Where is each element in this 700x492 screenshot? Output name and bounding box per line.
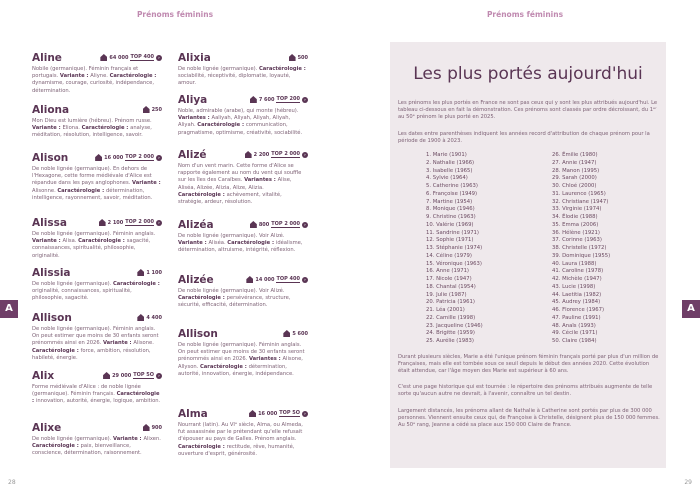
entry-top-badge: TOP 2 000 <box>271 221 300 227</box>
entry-rank-value: 64 000 <box>109 54 129 61</box>
ranking-item: 33. Virginie (1974) <box>552 206 602 213</box>
ranking-list-2 <box>552 152 610 346</box>
name-entry <box>178 274 308 310</box>
name-entry <box>178 408 308 458</box>
entry-name: Alixe <box>32 422 62 434</box>
entry-rank <box>137 314 162 321</box>
house-icon <box>100 54 107 61</box>
ranking-item: 6. Françoise (1949) <box>426 190 478 197</box>
ranking-item: 15. Véronique (1963) <box>426 260 482 267</box>
arrow-icon: › <box>156 155 162 161</box>
name-entry <box>32 217 162 260</box>
name-entry <box>178 94 308 137</box>
ranking-item: 35. Emma (2006) <box>552 221 599 228</box>
entry-description: De noble lignée (germanique). En dehors de l'Hexagone, cette forme médiévale d'Alice est répandue dans les pays anglophones. Variante : Alisonne. Caractérologie : détermination, intelligence, rayonnement, savoir, méditation. <box>32 166 161 201</box>
entry-rank <box>99 219 162 226</box>
page-number-left: 28 <box>8 479 16 486</box>
entry-name: Alizéa <box>178 219 214 231</box>
letter-tab-right: A <box>682 300 700 318</box>
arrow-icon: › <box>156 220 162 226</box>
page-title-right: Prénoms féminins <box>486 10 564 19</box>
ranking-item: 24. Brigitte (1959) <box>426 330 475 337</box>
arrow-icon: › <box>302 222 308 228</box>
most-common-box <box>390 42 666 468</box>
ranking-item: 45. Audrey (1984) <box>552 299 601 306</box>
house-icon <box>137 314 144 321</box>
entry-name: Aliona <box>32 104 70 116</box>
ranking-item: 39. Dominique (1955) <box>552 252 611 259</box>
entry-rank-value: 1 100 <box>146 269 162 276</box>
ranking-item: 4. Sylvie (1964) <box>426 175 468 182</box>
entry-name: Aliya <box>178 94 208 106</box>
ranking-item: 43. Lucie (1998) <box>552 283 596 290</box>
arrow-icon: › <box>302 152 308 158</box>
ranking-item: 9. Christine (1963) <box>426 214 476 220</box>
ranking-item: 42. Michèle (1947) <box>552 276 602 282</box>
entry-rank <box>137 269 162 276</box>
entry-rank-value: 800 <box>258 221 270 228</box>
entry-description: De noble lignée (germanique). Féminin anglais. On peut estimer que moins de 30 enfants seront prénommés ainsi en 2026. Variante : Alisone. Caractérologie : force, ambition, résolution, habileté, énergie. <box>32 326 159 361</box>
box-intro: Les prénoms les plus portés en France ne sont pas ceux qui y sont les plus attribués aujourd'hui. Le tableau ci-dessous en fait la démonstration. Ces prénoms sont classés par ordre décroissant, du 1ᵉʳ au 50ᵉ prénom le plus porté en 2025. <box>398 100 658 121</box>
ranking-item: 17. Nicole (1947) <box>426 276 472 282</box>
ranking-item: 10. Valérie (1969) <box>426 221 474 228</box>
arrow-icon: › <box>302 97 308 103</box>
ranking-item: 28. Manon (1995) <box>552 167 600 174</box>
box-paragraph-distance: Largement distancés, les prénoms allant de Nathalie à Catherine sont portés par plus de 300 000 personnes. Viennent ensuite ceux qui, de Françoise à Christelle, désignent plus de 150 000 femmes. Au 50ᵉ rang, Jeanne a cédé sa place aux 150 000 Claire de France. <box>398 408 660 429</box>
ranking-item: 44. Laetitia (1982) <box>552 291 602 298</box>
name-entry <box>32 312 162 362</box>
ranking-item: 27. Annie (1947) <box>552 159 597 166</box>
entry-description: De noble lignée (germanique). Variante : Alixen. Caractérologie : paix, bienveillance, conscience, détermination, raisonnement. <box>32 436 161 457</box>
entry-description: De noble lignée (germanique). Voir Alizé. Variante : Aliséa. Caractérologie : idéalisme, détermination, altruisme, intégrité, réflexion. <box>178 233 303 254</box>
ranking-item: 13. Stéphanie (1974) <box>426 245 483 251</box>
name-entry <box>178 52 308 88</box>
box-title: Les plus portés aujourd'hui <box>413 64 643 84</box>
ranking-item: 20. Patricia (1961) <box>426 299 475 306</box>
entry-rank <box>95 154 162 161</box>
entry-name: Alison <box>32 152 69 164</box>
house-icon <box>246 276 253 283</box>
entry-rank-value: 14 000 <box>255 276 275 283</box>
entry-description: De noble lignée (germanique). Caractérologie : originalité, connaissances, spiritualité, philosophie, sagacité. <box>32 281 160 302</box>
ranking-item: 19. Julie (1987) <box>426 291 467 298</box>
ranking-item: 38. Christelle (1972) <box>552 245 607 251</box>
entry-rank-value: 500 <box>297 54 308 61</box>
house-icon <box>143 424 150 431</box>
ranking-item: 49. Cécile (1971) <box>552 330 598 337</box>
entry-description: De noble lignée (germanique). Caractérologie : sociabilité, réceptivité, diplomatie, loyauté, amour. <box>178 66 306 87</box>
entry-description: De noble lignée (germanique). Voir Alizé. Caractérologie : persévérance, structure, sécurité, efficacité, détermination. <box>178 288 291 309</box>
ranking-item: 16. Anne (1971) <box>426 268 470 275</box>
entry-rank-value: 900 <box>151 424 162 431</box>
ranking-item: 22. Camille (1998) <box>426 314 476 321</box>
name-entry <box>32 152 162 202</box>
entry-rank-value: 5 600 <box>292 330 308 337</box>
entry-top-badge: TOP 2 000 <box>125 154 154 160</box>
house-icon <box>95 154 102 161</box>
name-entry <box>32 52 162 95</box>
entry-rank-value: 250 <box>151 106 162 113</box>
ranking-item: 47. Pauline (1991) <box>552 314 601 321</box>
entry-rank-value: 4 400 <box>146 314 162 321</box>
entry-description: De noble lignée (germanique). Féminin anglais. Variante : Alisa. Caractérologie : sagacité, connaissances, spiritualité, philosophie, originalité. <box>32 231 156 259</box>
page-number-right: 29 <box>684 479 692 486</box>
entry-rank <box>100 54 162 61</box>
entry-name: Alixia <box>178 52 211 64</box>
entry-rank <box>245 151 308 158</box>
ranking-item: 1. Marie (1901) <box>426 152 467 158</box>
ranking-item: 50. Claire (1984) <box>552 338 597 344</box>
entry-rank-value: 16 000 <box>258 410 278 417</box>
house-icon <box>250 221 257 228</box>
house-icon <box>289 54 296 61</box>
name-entry <box>32 267 162 303</box>
entry-name: Alma <box>178 408 208 420</box>
ranking-item: 30. Chloé (2000) <box>552 183 597 189</box>
entry-rank-value: 2 200 <box>253 151 270 158</box>
entry-description: Forme médiévale d'Alice : de noble lignée (germanique). Féminin français. Caractérologie : innovation, autorité, énergie, logique, ambition. <box>32 384 161 405</box>
ranking-item: 29. Sarah (2000) <box>552 175 597 182</box>
ranking-item: 21. Léa (2001) <box>426 307 465 313</box>
entry-name: Alissia <box>32 267 71 279</box>
entry-top-badge: TOP 200 <box>276 96 300 102</box>
entry-top-badge: TOP 5O <box>279 410 300 416</box>
entry-description: Mon Dieu est lumière (hébreu). Prénom russe. Variante : Eliona. Caractérologie : analyse, méditation, résolution, intelligence, savoir. <box>32 118 152 139</box>
ranking-item: 14. Céline (1979) <box>426 252 472 259</box>
entry-rank <box>250 96 308 103</box>
arrow-icon: › <box>156 373 162 379</box>
ranking-item: 26. Émilie (1980) <box>552 152 598 158</box>
entry-rank <box>143 106 162 113</box>
ranking-item: 37. Corinne (1963) <box>552 237 602 244</box>
entry-description: Nobile (germanique). Féminin français et portugais. Variante : Aliyne. Caractérologie : dynamisme, courage, curiosité, indépendance, détermination. <box>32 66 157 94</box>
entry-name: Allison <box>32 312 72 324</box>
name-entry <box>32 422 162 458</box>
name-entry <box>32 370 162 406</box>
entry-rank <box>249 410 308 417</box>
arrow-icon: › <box>156 55 162 61</box>
entry-rank <box>246 276 308 283</box>
house-icon <box>137 269 144 276</box>
entry-rank <box>250 221 308 228</box>
ranking-item: 40. Laura (1988) <box>552 260 597 267</box>
ranking-item: 7. Martine (1954) <box>426 198 473 205</box>
entry-top-badge: TOP 5O <box>133 372 154 378</box>
entry-top-badge: TOP 400 <box>130 54 154 60</box>
entry-top-badge: TOP 2 000 <box>125 219 154 225</box>
ranking-item: 31. Laurence (1965) <box>552 190 606 197</box>
ranking-item: 5. Catherine (1963) <box>426 183 478 189</box>
ranking-item: 34. Élodie (1988) <box>552 214 598 220</box>
entry-name: Alix <box>32 370 55 382</box>
ranking-item: 11. Sandrine (1971) <box>426 229 479 236</box>
entry-top-badge: TOP 2 000 <box>271 151 300 157</box>
ranking-item: 36. Hélène (1921) <box>552 229 600 236</box>
house-icon <box>245 151 252 158</box>
ranking-item: 41. Caroline (1978) <box>552 268 604 275</box>
entry-rank <box>143 424 162 431</box>
page-title-left: Prénoms féminins <box>136 10 214 19</box>
entry-name: Alizée <box>178 274 214 286</box>
letter-tab-left: A <box>0 300 18 318</box>
ranking-item: 23. Jacqueline (1946) <box>426 322 483 329</box>
ranking-item: 18. Chantal (1954) <box>426 283 476 290</box>
house-icon <box>103 372 110 379</box>
entry-name: Aline <box>32 52 62 64</box>
ranking-item: 46. Florence (1967) <box>552 307 605 313</box>
house-icon <box>249 410 256 417</box>
arrow-icon: › <box>302 411 308 417</box>
name-entry <box>178 328 308 378</box>
entry-rank-value: 7 600 <box>258 96 275 103</box>
entry-name: Alizé <box>178 149 207 161</box>
entry-description: De noble lignée (germanique). Féminin anglais. On peut estimer que moins de 30 enfants seront prénommés ainsi en 2026. Variantes : Alisone, Allyson. Caractérologie : détermination, autorité, innovation, énergie, indépendance. <box>178 342 305 377</box>
name-entry <box>32 104 162 140</box>
entry-description: Noble, admirable (arabe), qui monte (hébreu). Variantes : Aaliyah, Aliyah, Aliyah, Aliyah, Aliyah. Caractérologie : communication, pragmatisme, optimisme, créativité, sociabilité. <box>178 108 303 136</box>
ranking-item: 32. Christiane (1947) <box>552 198 609 205</box>
house-icon <box>250 96 257 103</box>
entry-rank <box>289 54 308 61</box>
house-icon <box>283 330 290 337</box>
house-icon <box>143 106 150 113</box>
name-entry <box>178 149 308 206</box>
ranking-item: 2. Nathalie (1966) <box>426 159 475 166</box>
box-intro-dates: Les dates entre parenthèses indiquent les années record d'attribution de chaque prénom pour la période de 1900 à 2023. <box>398 131 650 145</box>
entry-name: Allison <box>178 328 218 340</box>
box-paragraph-marie: Durant plusieurs siècles, Marie a été l'unique prénom féminin français porté par plus d'un million de Françaises, mais elle est tombée sous ce seuil depuis le début des années 2020. Cette évolution était attendue, car l'âge moyen des Marie est supérieur à 60 ans. <box>398 354 659 375</box>
ranking-item: 8. Monique (1946) <box>426 206 475 213</box>
arrow-icon: › <box>302 277 308 283</box>
entry-rank-value: 29 000 <box>112 372 132 379</box>
name-entry <box>178 219 308 255</box>
ranking-item: 48. Anaïs (1993) <box>552 322 596 329</box>
ranking-item: 25. Aurélie (1983) <box>426 338 474 344</box>
entry-top-badge: TOP 400 <box>276 276 300 282</box>
ranking-list-1 <box>426 152 483 346</box>
ranking-item: 3. Isabelle (1965) <box>426 167 473 174</box>
box-paragraph-history: C'est une page historique qui est tournée : le répertoire des prénoms attribués augmente de telle sorte qu'aucun autre ne devrait, à l'avenir, connaître un tel destin. <box>398 384 653 398</box>
entry-rank <box>283 330 308 337</box>
entry-name: Alissa <box>32 217 67 229</box>
entry-rank-value: 16 000 <box>104 154 124 161</box>
entry-description: Nourrant (latin). Au VIᵉ siècle, Alma, ou Almeda, fut assassinée par le prétendant qu'elle refusait d'épouser au pays de Galles. Prénom anglais. Caractérologie : rectitude, rêve, humanité, ouverture d'esprit, générosité. <box>178 422 303 457</box>
house-icon <box>99 219 106 226</box>
entry-rank <box>103 372 162 379</box>
ranking-item: 12. Sophie (1971) <box>426 237 474 244</box>
entry-rank-value: 2 100 <box>107 219 124 226</box>
entry-description: Nom d'un vent marin. Cette forme d'Alice se rapporte également au nom du vent qui souffle sur les îles des Caraïbes. Variantes : Alise, Aliséa, Alizée, Alizia, Alize, Alizia. Caractérologie : achèvement, vitalité, stratégie, ardeur, résolution. <box>178 163 302 206</box>
